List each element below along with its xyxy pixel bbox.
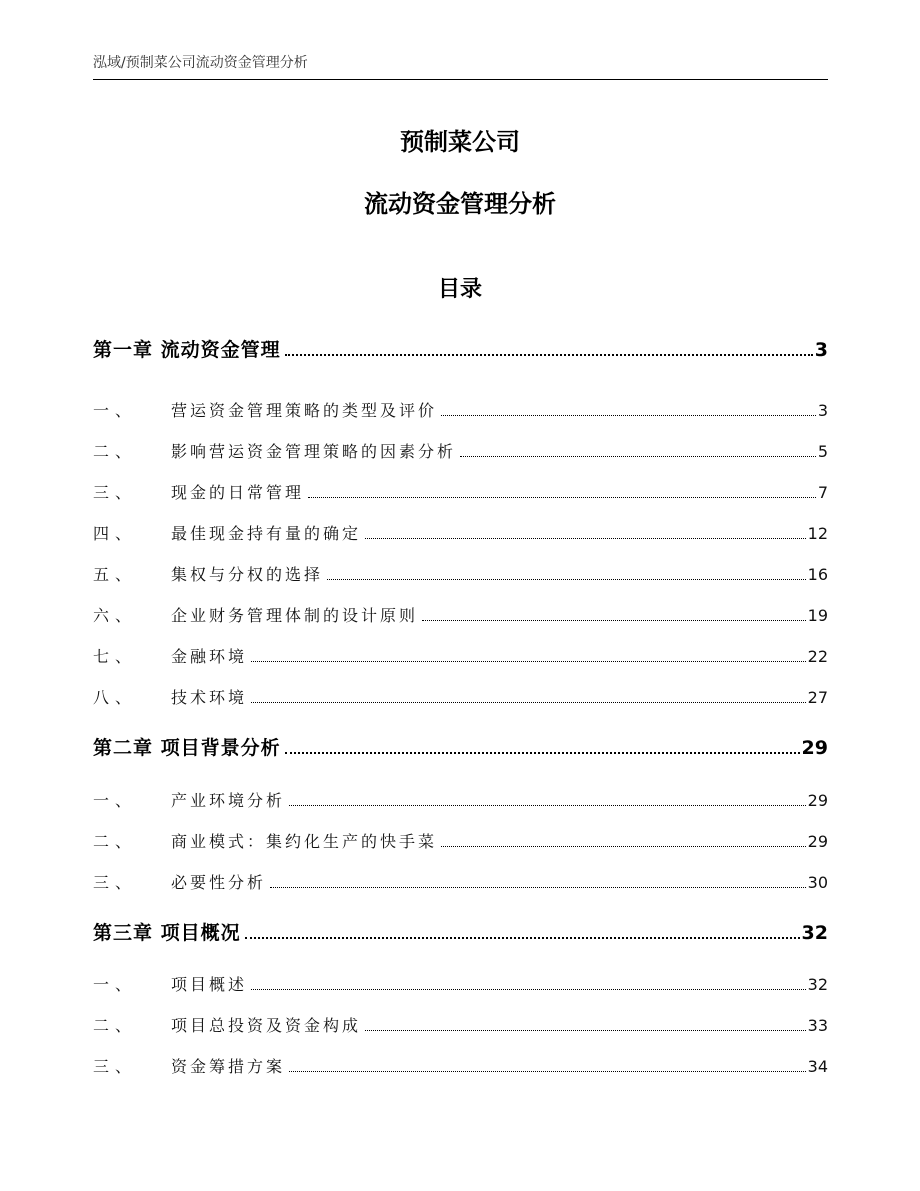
toc-chapter-title: 第二章 项目背景分析 xyxy=(93,737,281,759)
toc-chapter-1[interactable] xyxy=(93,335,828,362)
dot-leader xyxy=(285,752,800,754)
toc-page-number: 3 xyxy=(817,401,828,420)
toc-section[interactable] xyxy=(93,1013,828,1036)
toc-page-number: 34 xyxy=(807,1057,828,1076)
toc-section[interactable] xyxy=(93,788,828,811)
dot-leader xyxy=(327,579,806,580)
dot-leader xyxy=(251,702,806,703)
toc-chapter-title: 第三章 项目概况 xyxy=(93,922,241,944)
toc-page-number: 12 xyxy=(807,524,828,543)
toc-section-title: 商业模式：集约化生产的快手菜 xyxy=(171,832,438,851)
toc-section[interactable] xyxy=(93,398,828,421)
dot-leader xyxy=(251,661,806,662)
dot-leader xyxy=(365,1030,806,1031)
toc-page-number: 3 xyxy=(814,339,828,361)
toc-page-number: 16 xyxy=(807,565,828,584)
dot-leader xyxy=(251,989,806,990)
toc-page-number: 7 xyxy=(817,483,828,502)
toc-section-title: 项目总投资及资金构成 xyxy=(171,1016,362,1035)
toc-section-number: 一、 xyxy=(93,401,138,420)
toc-section[interactable] xyxy=(93,829,828,852)
toc-section-title: 技术环境 xyxy=(171,688,248,707)
dot-leader xyxy=(245,937,800,939)
toc-page-number: 32 xyxy=(801,922,828,944)
toc-section-number: 一、 xyxy=(93,975,138,994)
toc-section-title: 金融环境 xyxy=(171,647,248,666)
toc-section[interactable] xyxy=(93,480,828,503)
toc-page-number: 30 xyxy=(807,873,828,892)
document-subtitle: 流动资金管理分析 xyxy=(364,190,556,218)
toc-section-number: 一、 xyxy=(93,791,138,810)
toc-page-number: 22 xyxy=(807,647,828,666)
dot-leader xyxy=(422,620,806,621)
toc-section-title: 资金筹措方案 xyxy=(171,1057,286,1076)
toc-section-number: 六、 xyxy=(93,606,138,625)
toc-heading: 目录 xyxy=(437,277,482,302)
toc-section-number: 四、 xyxy=(93,524,138,543)
toc-section[interactable] xyxy=(93,644,828,667)
toc-section-title: 影响营运资金管理策略的因素分析 xyxy=(171,442,457,461)
toc-chapter-title: 第一章 流动资金管理 xyxy=(93,339,281,361)
toc-page-number: 19 xyxy=(807,606,828,625)
toc-section-number: 二、 xyxy=(93,1016,138,1035)
document-title: 预制菜公司 xyxy=(400,128,520,156)
toc-section[interactable] xyxy=(93,562,828,585)
toc-section-number: 二、 xyxy=(93,832,138,851)
dot-leader xyxy=(460,456,816,457)
toc-page-number: 5 xyxy=(817,442,828,461)
toc-section[interactable] xyxy=(93,870,828,893)
toc-section-number: 三、 xyxy=(93,483,138,502)
dot-leader xyxy=(441,846,806,847)
toc-section-title: 现金的日常管理 xyxy=(171,483,305,502)
toc-section-number: 二、 xyxy=(93,442,138,461)
toc-chapter-2[interactable] xyxy=(93,733,828,760)
toc-section[interactable] xyxy=(93,972,828,995)
dot-leader xyxy=(270,887,806,888)
dot-leader xyxy=(285,354,813,356)
toc-page-number: 32 xyxy=(807,975,828,994)
toc-section-number: 七、 xyxy=(93,647,138,666)
toc-section-title: 项目概述 xyxy=(171,975,248,994)
running-header: 泓域/预制菜公司流动资金管理分析 xyxy=(93,52,828,80)
toc-section[interactable] xyxy=(93,521,828,544)
toc-page-number: 29 xyxy=(807,832,828,851)
toc-page-number: 29 xyxy=(807,791,828,810)
toc-section[interactable] xyxy=(93,1054,828,1077)
dot-leader xyxy=(441,415,816,416)
toc-section-title: 营运资金管理策略的类型及评价 xyxy=(171,401,438,420)
toc-section[interactable] xyxy=(93,603,828,626)
toc-section-title: 必要性分析 xyxy=(171,873,267,892)
dot-leader xyxy=(308,497,816,498)
toc-page-number: 29 xyxy=(801,737,828,759)
toc-section-number: 三、 xyxy=(93,1057,138,1076)
toc-section-number: 五、 xyxy=(93,565,138,584)
dot-leader xyxy=(289,1071,806,1072)
toc-section[interactable] xyxy=(93,439,828,462)
toc-chapter-3[interactable] xyxy=(93,918,828,945)
dot-leader xyxy=(365,538,806,539)
toc-section-title: 最佳现金持有量的确定 xyxy=(171,524,362,543)
toc-section-number: 八、 xyxy=(93,688,138,707)
dot-leader xyxy=(289,805,806,806)
toc-section-title: 企业财务管理体制的设计原则 xyxy=(171,606,419,625)
toc-section-number: 三、 xyxy=(93,873,138,892)
toc-section-title: 产业环境分析 xyxy=(171,791,286,810)
toc-page-number: 33 xyxy=(807,1016,828,1035)
toc-section[interactable] xyxy=(93,685,828,708)
toc-page-number: 27 xyxy=(807,688,828,707)
toc-section-title: 集权与分权的选择 xyxy=(171,565,324,584)
